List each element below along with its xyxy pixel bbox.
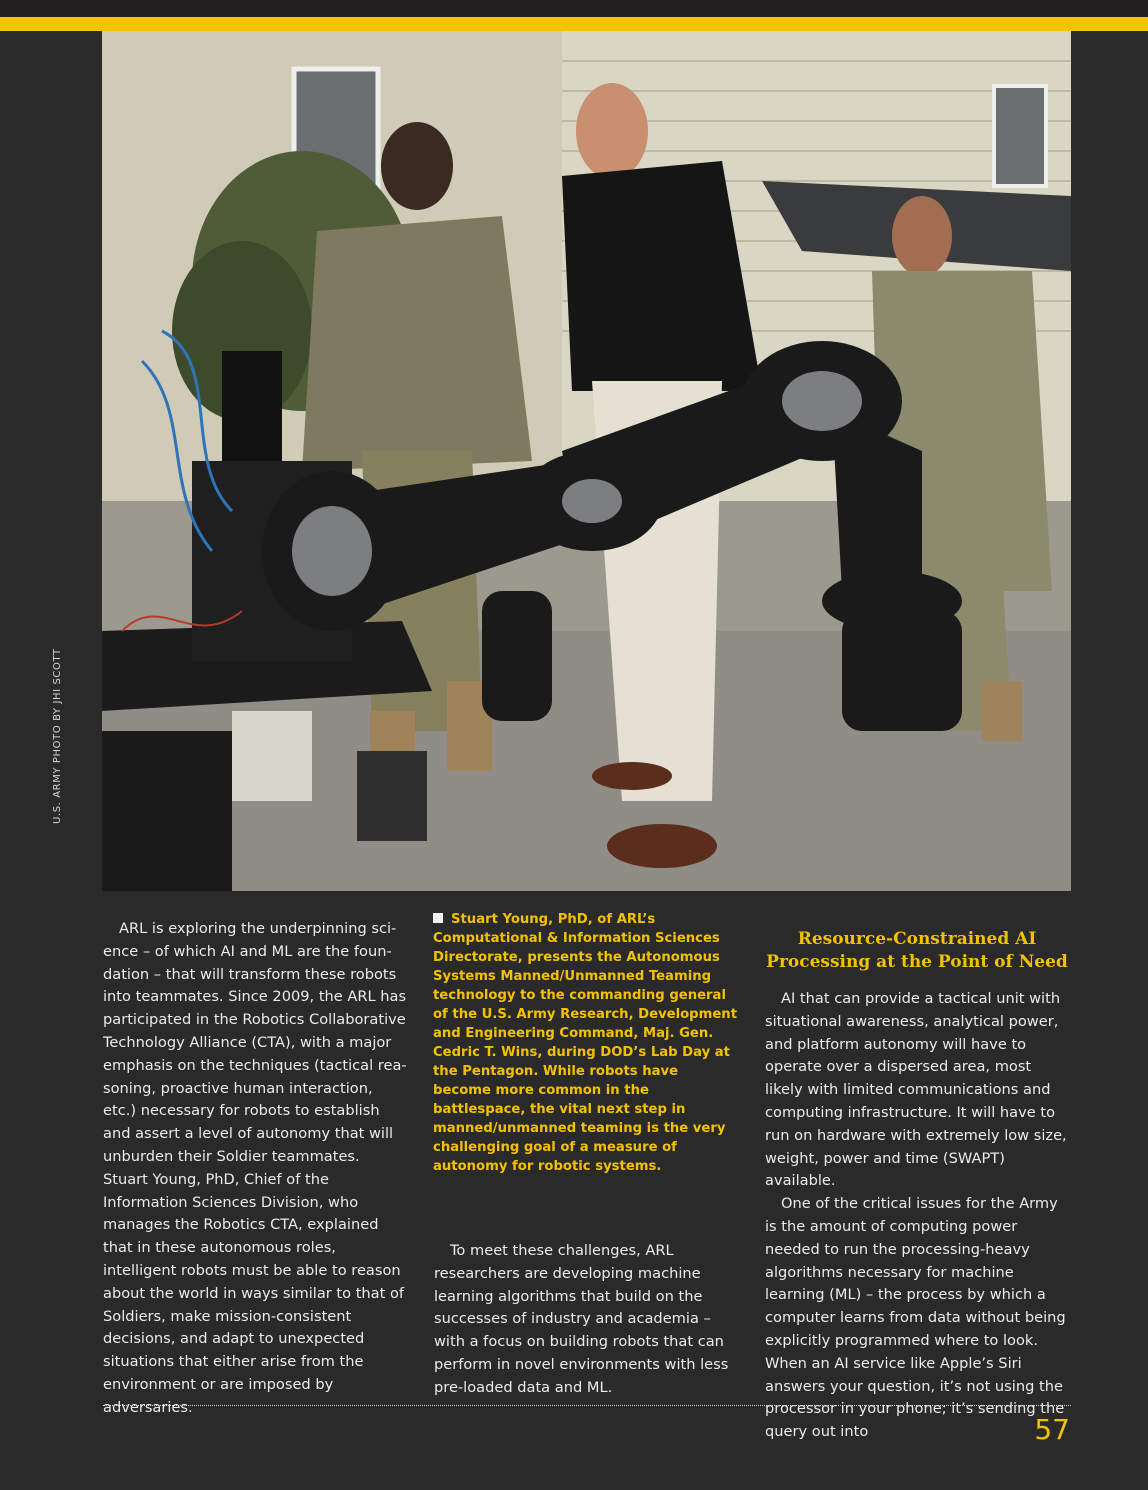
caption-text: Stuart Young, PhD, of ARL’s Computational & Information Sciences Directorate, presents the Autonomous Systems Manned/Unmanned Teaming technology to the commanding general of the U.S. Army Research, Development and Engineering Command, Maj. Gen. Cedric T. Wins, during DOD’s Lab Day at the Pentagon. While robots have become more common in the battlespace, the vital next step in manned/unmanned teaming is the very challenging goal of a measure of autonomy for robotic systems.	[433, 912, 738, 1174]
feature-photo	[102, 31, 1071, 891]
robot-arm-photo-illustration	[102, 31, 1071, 891]
top-accent-stripe	[0, 17, 1148, 31]
top-border	[0, 0, 1148, 17]
section-heading: Resource-Constrained AI Processing at the Point of Need	[766, 929, 1068, 972]
column-3	[765, 988, 1071, 1444]
column-2	[434, 1240, 732, 1400]
body-paragraph: To meet these challenges, ARL researchers are developing machine learning algorithms that build on the successes of industry and academia – with a focus on building robots that can perform in novel environments with less pre-loaded data and ML.	[434, 1242, 729, 1396]
photo-credit: U.S. ARMY PHOTO BY JHI SCOTT	[52, 648, 63, 824]
photo-caption	[433, 910, 738, 1176]
body-paragraph: ARL is exploring the underpinning sci- ence – of which AI and ML are the foun- dation – that will transform these robots into teammates. Since 2009, the ARL has participated in the Robotics Collaborative Technology Alliance (CTA), with a major emphasis on the techniques (tactical rea- soning, proactive human interaction, etc.) necessary for robots to establish and assert a level of autonomy that will unburden their Soldier teammates. Stuart Young, PhD, Chief of the Information Sciences Division, who manages the Robotics CTA, explained that in these autonomous roles, intelligent robots must be able to reason about the world in ways similar to that of Soldiers, make mission-consistent decisions, and adapt to unexpected situations that either arise from the environment or are imposed by adversaries.	[103, 920, 407, 1416]
body-paragraph: AI that can provide a tactical unit with situational awareness, analytical power, and platform autonomy will have to operate over a dispersed area, most likely with limited communications and computing infrastructure. It will have to run on hardware with extremely low size, weight, power and time (SWAPT) available.	[765, 990, 1067, 1190]
body-paragraph: One of the critical issues for the Army is the amount of computing power needed to run the processing-heavy algorithms necessary for machine learning (ML) – the process by which a computer learns from data without being explicitly programmed where to look. When an AI service like Apple’s Siri answers your question, it’s not using the processor in your phone; it’s sending the query out into	[765, 1195, 1066, 1441]
column-1	[103, 918, 409, 1420]
footer-divider	[103, 1405, 1071, 1406]
caption-square-icon	[433, 913, 443, 923]
page-number: 57	[1034, 1413, 1070, 1446]
